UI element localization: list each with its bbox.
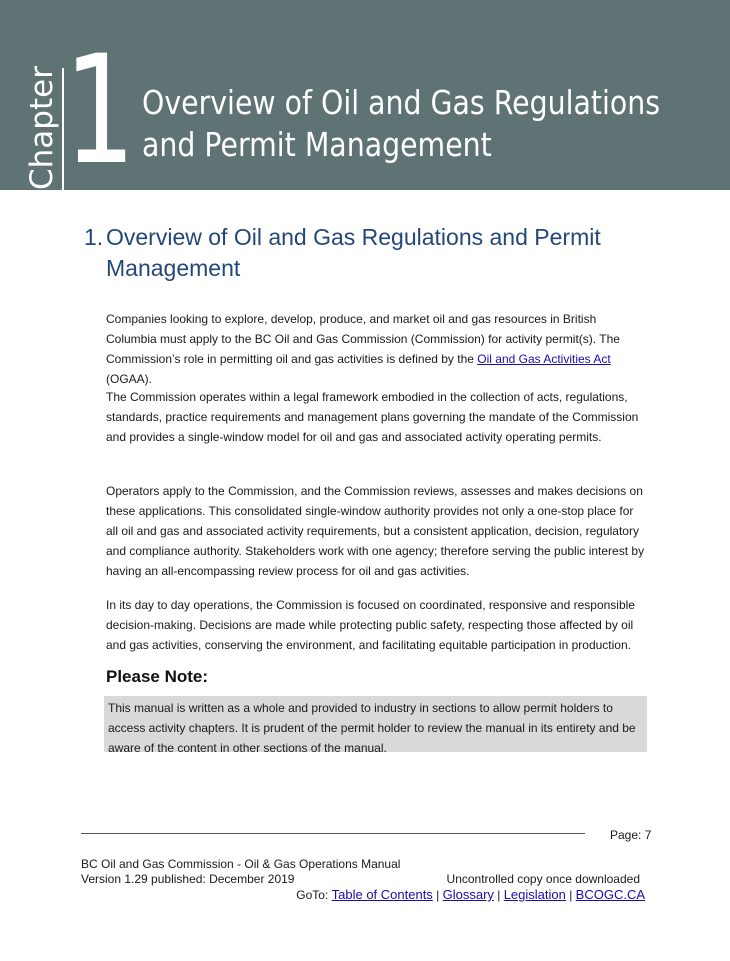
footer-manual-title: BC Oil and Gas Commission - Oil & Gas Operations Manual [81, 857, 401, 871]
paragraph-4: In its day to day operations, the Commission is focused on coordinated, responsive and responsible decision-making. Decisions are made while protecting public safety, respecting those affected by oil and gas activities, conserving the environment, and facilitating equitable participation in production. [106, 598, 635, 652]
legislation-link[interactable]: Legislation [503, 887, 566, 902]
chapter-title [142, 82, 702, 166]
paragraph-2: The Commission operates within a legal framework embodied in the collection of acts, regulations, standards, practice requirements and management plans governing the mandate of the Commission and provides a single-window model for oil and gas and associated activity operating permits. [106, 390, 639, 444]
nav-separator: | [432, 888, 443, 902]
nav-separator: | [493, 888, 504, 902]
glossary-link[interactable]: Glossary [442, 887, 494, 902]
footer-uncontrolled-note: Uncontrolled copy once downloaded [446, 872, 640, 886]
ogaa-link[interactable]: Oil and Gas Activities Act [477, 352, 611, 366]
footer-divider [81, 833, 585, 834]
nav-separator: | [565, 888, 576, 902]
chapter-title-line-2: and Permit Management [142, 125, 492, 164]
note-heading: Please Note: [106, 667, 209, 686]
note-box: This manual is written as a whole and provided to industry in sections to allow permit holders to access activity chapters. It is prudent of the permit holder to review the manual in its entirety and be aware of the content in other sections of the manual. [104, 696, 647, 752]
chapter-title-line-1: Overview of Oil and Gas Regulations [142, 83, 661, 122]
paragraph-1-end: (OGAA). [106, 372, 153, 386]
section-title: Overview of Oil and Gas Regulations and Permit Management [106, 224, 601, 281]
chapter-banner [0, 0, 730, 198]
page-number: Page: 7 [610, 828, 652, 842]
paragraph-1 [106, 309, 646, 389]
toc-link[interactable]: Table of Contents [331, 887, 433, 902]
goto-label: GoTo: [296, 888, 332, 902]
bcogc-link[interactable]: BCOGC.CA [575, 887, 645, 902]
paragraph-3: Operators apply to the Commission, and the Commission reviews, assesses and makes decisions on these applications. This consolidated single-window authority provides not only a one-stop place for all oil and gas and associated activity requirements, but a consistent application, decision, regulatory and compliance authority. Stakeholders work with one agency; therefore serving the public interest by having an all-encompassing review process for oil and gas activities. [106, 484, 645, 578]
footer-version: Version 1.29 published: December 2019 [81, 872, 295, 886]
paragraph-1-text: Companies looking to explore, develop, produce, and market oil and gas resources in British Columbia must apply to the BC Oil and Gas Commission (Commission) for activity permit(s). The Commission’s role in permitting oil and gas activities is defined by the [106, 312, 620, 366]
footer-goto-nav [296, 887, 645, 902]
section-heading [84, 222, 644, 284]
section-number: 1. [84, 224, 104, 250]
chapter-number: 1 [64, 24, 132, 198]
chapter-word: Chapter [24, 66, 60, 190]
